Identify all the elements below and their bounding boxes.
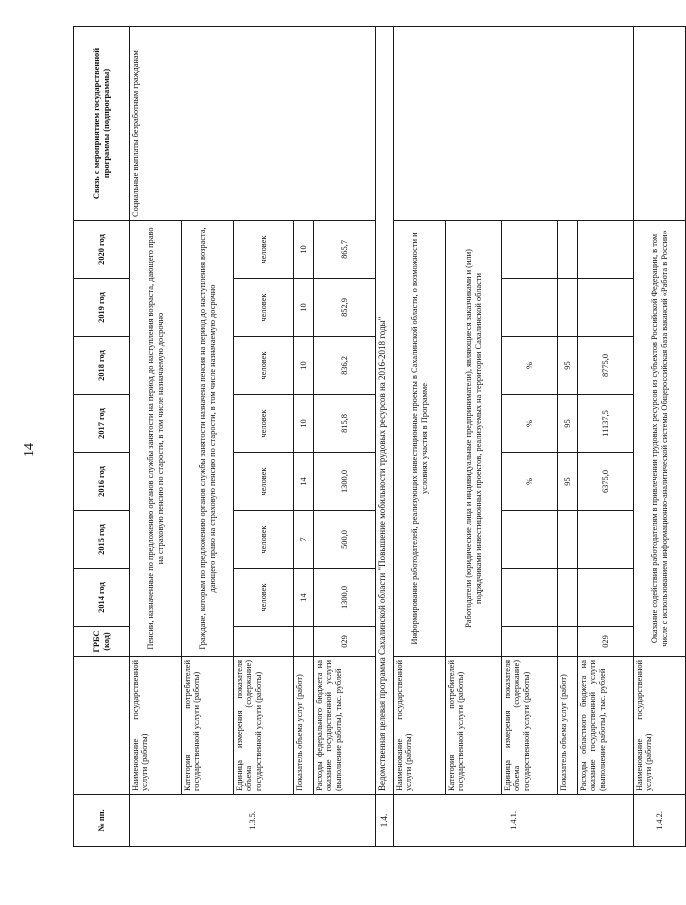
- row-142-name: [634, 27, 686, 847]
- rotated-table-container: [73, 27, 669, 847]
- row-141-unit-2019: [502, 279, 558, 337]
- row-141-unit-label: Единица измерения показателя объема (содержание) государственной услуги (работы): [502, 657, 558, 795]
- row-141-vol-2015: [558, 511, 578, 569]
- row-142-name-label: Наименование государственной услуги (работы): [634, 657, 686, 795]
- row-135-vol-2015: 7: [294, 511, 314, 569]
- row-135-exp-2015: 500,0: [314, 511, 376, 569]
- row-135-cat-label: Категория потребителей государственной услуги (работы): [182, 657, 234, 795]
- row-135-vol-grbs: [294, 627, 314, 657]
- row-141-name: [394, 27, 446, 847]
- row-135-vol-2020: 10: [294, 221, 314, 279]
- page-number: 14: [22, 443, 37, 457]
- row-135-vol-label: Показатель объема услуг (работ): [294, 657, 314, 795]
- row-141-unit-2018: %: [502, 337, 558, 395]
- row-135-exp-2016: 1300,0: [314, 453, 376, 511]
- row-141-exp-label: Расходы областного бюджета на оказание государственной услуги (выполнение работы), тыс. рублей: [578, 657, 634, 795]
- col-grbs-header: ГРБС (код): [74, 627, 130, 657]
- col-num-header: № пп.: [74, 795, 130, 847]
- row-142-num: 1.4.2.: [634, 795, 686, 847]
- row-141-vol-grbs: [558, 627, 578, 657]
- row-135-exp-label: Расходы федерального бюджета на оказание государственной услуги (выполнение работы), тыс. рублей: [314, 657, 376, 795]
- row-141-unit-2017: %: [502, 395, 558, 453]
- col-empty-header: [74, 657, 130, 795]
- row-141-unit-2014: [502, 569, 558, 627]
- row-135-unit-2019: человек: [234, 279, 294, 337]
- row-141-exp-2020: [578, 221, 634, 279]
- row-141-exp-2018: 8775,0: [578, 337, 634, 395]
- row-135-exp-2017: 815,8: [314, 395, 376, 453]
- col-2014-header: 2014 год: [74, 569, 130, 627]
- row-141-unit-2016: %: [502, 453, 558, 511]
- col-2020-header: 2020 год: [74, 221, 130, 279]
- row-141-unit-grbs: [502, 627, 558, 657]
- row-135-exp-2014: 1300,0: [314, 569, 376, 627]
- col-link-header: Связь с мероприятием государственной программы (подпрограммы): [74, 27, 130, 221]
- row-135-num: 1.3.5.: [130, 795, 376, 847]
- row-141-exp-2015: [578, 511, 634, 569]
- row-141-name-text: Информирование работодателей, реализующих инвестиционные проекты в Сахалинской области, о возможности и условиях участия в Программе: [394, 221, 446, 657]
- row-135-exp-grbs: 029: [314, 627, 376, 657]
- row-135-unit-2017: человек: [234, 395, 294, 453]
- row-141-cat-text: Работодатели (юридические лица и индивидуальные предприниматели), являющиеся заказчиками и (или) подрядчиками инвестиционных проектов, реализуемых на территории Сахалинской области: [446, 221, 502, 657]
- row-135-vol-2019: 10: [294, 279, 314, 337]
- row-135-name-text: Пенсии, назначенные по предложению органов службы занятости на период до наступления возраста, дающего право на страховую пенсию по старости, в том числе назначаемую досрочно: [130, 221, 182, 657]
- col-2018-header: 2018 год: [74, 337, 130, 395]
- row-135-unit-label: Единица измерения показателя объема (содержание) государственной услуги (работы): [234, 657, 294, 795]
- row-135-unit-2015: человек: [234, 511, 294, 569]
- row-135-unit-2016: человек: [234, 453, 294, 511]
- row-141-unit-2015: [502, 511, 558, 569]
- header-row: [74, 27, 130, 847]
- program-table: [73, 26, 686, 847]
- row-135-exp-2020: 865,7: [314, 221, 376, 279]
- row-141-vol-2018: 95: [558, 337, 578, 395]
- row-135-vol-2018: 10: [294, 337, 314, 395]
- section-14-row: [376, 27, 394, 847]
- row-135-exp-2019: 852,9: [314, 279, 376, 337]
- row-141-vol-label: Показатель объема услуг (работ): [558, 657, 578, 795]
- row-141-exp-2017: 11137,5: [578, 395, 634, 453]
- row-141-cat-label: Категория потребителей государственной услуги (работы): [446, 657, 502, 795]
- row-135-vol-2017: 10: [294, 395, 314, 453]
- row-141-exp-2016: 6375,0: [578, 453, 634, 511]
- row-141-exp-2014: [578, 569, 634, 627]
- row-141-vol-2020: [558, 221, 578, 279]
- row-142-name-text: Оказание содействия работодателям в привлечении трудовых ресурсов из субъектов Российской Федерации, в том числе с использованием информационно-аналитической системы Общероссийская база вакансий «Работа в России»: [634, 221, 686, 657]
- row-141-vol-2019: [558, 279, 578, 337]
- row-135-unit-2018: человек: [234, 337, 294, 395]
- row-141-exp-grbs: 029: [578, 627, 634, 657]
- row-135-link: Социальные выплаты безработным гражданам: [130, 27, 376, 221]
- row-141-unit-2020: [502, 221, 558, 279]
- col-2015-header: 2015 год: [74, 511, 130, 569]
- row-141-vol-2014: [558, 569, 578, 627]
- col-2016-header: 2016 год: [74, 453, 130, 511]
- row-135-exp-2018: 836,2: [314, 337, 376, 395]
- row-135-name-label: Наименование государственной услуги (работы): [130, 657, 182, 795]
- row-135-unit-2020: человек: [234, 221, 294, 279]
- row-141-vol-2017: 95: [558, 395, 578, 453]
- row-141-num: 1.4.1.: [394, 795, 634, 847]
- section-14-num: 1.4.: [376, 795, 394, 847]
- row-135-vol-2016: 14: [294, 453, 314, 511]
- row-142-link: [634, 27, 686, 221]
- row-141-link: [394, 27, 634, 221]
- row-135-unit-2014: человек: [234, 569, 294, 627]
- row-141-name-label: Наименование государственной услуги (работы): [394, 657, 446, 795]
- row-141-exp-2019: [578, 279, 634, 337]
- col-2017-header: 2017 год: [74, 395, 130, 453]
- section-14-title: Ведомственная целевая программа Сахалинской области "Повышение мобильности трудовых ресурсов на 2016-2018 годы": [376, 27, 394, 795]
- row-141-vol-2016: 95: [558, 453, 578, 511]
- row-135-cat-text: Граждане, которым по предложению органов службы занятости назначена пенсия на период до наступления возраста, дающего право на страховую пенсию по старости, в том числе назначаемую досрочно: [182, 221, 234, 657]
- row-135-name: [130, 27, 182, 847]
- row-135-vol-2014: 14: [294, 569, 314, 627]
- col-2019-header: 2019 год: [74, 279, 130, 337]
- row-135-unit-grbs: [234, 627, 294, 657]
